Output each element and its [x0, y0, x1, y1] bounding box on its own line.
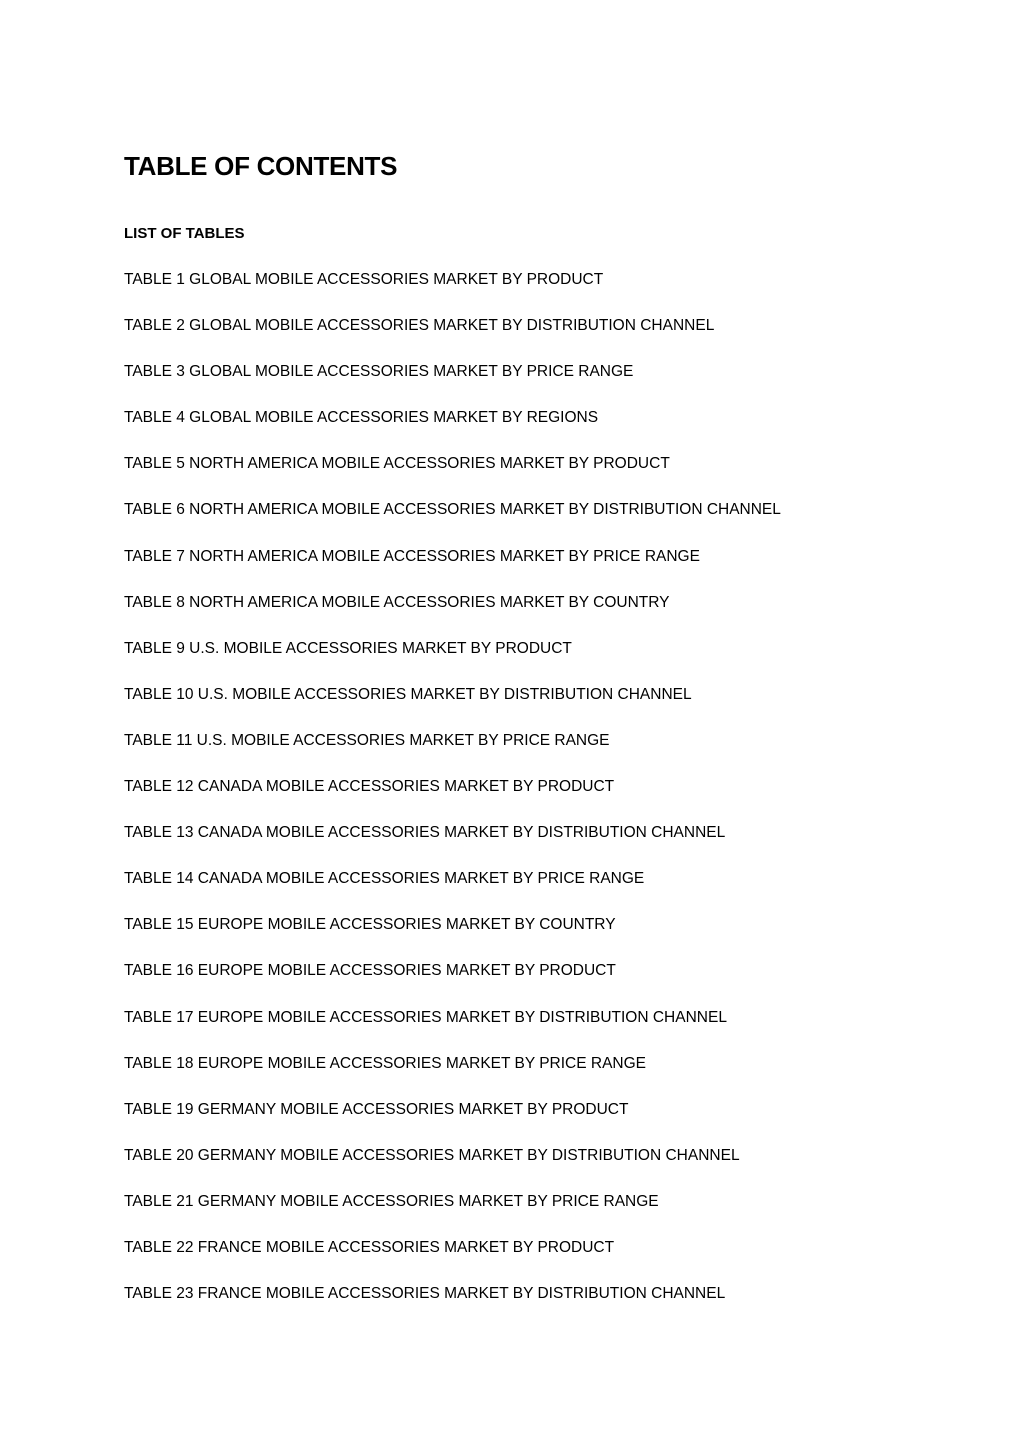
list-item: TABLE 6 NORTH AMERICA MOBILE ACCESSORIES MARKET BY DISTRIBUTION CHANNEL	[124, 501, 781, 519]
list-item: TABLE 9 U.S. MOBILE ACCESSORIES MARKET BY PRODUCT	[124, 639, 572, 657]
list-item: TABLE 11 U.S. MOBILE ACCESSORIES MARKET BY PRICE RANGE	[124, 731, 610, 749]
section-heading-list-of-tables: LIST OF TABLES	[124, 225, 245, 242]
list-item: TABLE 3 GLOBAL MOBILE ACCESSORIES MARKET BY PRICE RANGE	[124, 363, 634, 381]
list-item: TABLE 20 GERMANY MOBILE ACCESSORIES MARKET BY DISTRIBUTION CHANNEL	[124, 1146, 740, 1164]
list-item: TABLE 12 CANADA MOBILE ACCESSORIES MARKET BY PRODUCT	[124, 778, 615, 796]
list-item: TABLE 14 CANADA MOBILE ACCESSORIES MARKET BY PRICE RANGE	[124, 870, 645, 888]
list-item: TABLE 4 GLOBAL MOBILE ACCESSORIES MARKET BY REGIONS	[124, 409, 599, 427]
list-item: TABLE 21 GERMANY MOBILE ACCESSORIES MARKET BY PRICE RANGE	[124, 1192, 659, 1210]
list-item: TABLE 23 FRANCE MOBILE ACCESSORIES MARKET BY DISTRIBUTION CHANNEL	[124, 1285, 726, 1303]
list-item: TABLE 15 EUROPE MOBILE ACCESSORIES MARKET BY COUNTRY	[124, 916, 616, 934]
list-item: TABLE 17 EUROPE MOBILE ACCESSORIES MARKET BY DISTRIBUTION CHANNEL	[124, 1008, 727, 1026]
list-item: TABLE 1 GLOBAL MOBILE ACCESSORIES MARKET BY PRODUCT	[124, 271, 604, 288]
list-item: TABLE 5 NORTH AMERICA MOBILE ACCESSORIES MARKET BY PRODUCT	[124, 455, 670, 473]
table-list	[124, 270, 781, 1330]
list-item: TABLE 13 CANADA MOBILE ACCESSORIES MARKET BY DISTRIBUTION CHANNEL	[124, 824, 726, 842]
list-item: TABLE 19 GERMANY MOBILE ACCESSORIES MARKET BY PRODUCT	[124, 1100, 629, 1118]
list-item: TABLE 22 FRANCE MOBILE ACCESSORIES MARKET BY PRODUCT	[124, 1238, 615, 1256]
list-item: TABLE 2 GLOBAL MOBILE ACCESSORIES MARKET BY DISTRIBUTION CHANNEL	[124, 317, 715, 335]
list-item: TABLE 18 EUROPE MOBILE ACCESSORIES MARKET BY PRICE RANGE	[124, 1054, 646, 1072]
list-item: TABLE 10 U.S. MOBILE ACCESSORIES MARKET BY DISTRIBUTION CHANNEL	[124, 685, 692, 703]
list-item: TABLE 7 NORTH AMERICA MOBILE ACCESSORIES MARKET BY PRICE RANGE	[124, 547, 700, 565]
page-title: TABLE OF CONTENTS	[124, 151, 398, 181]
list-item: TABLE 8 NORTH AMERICA MOBILE ACCESSORIES MARKET BY COUNTRY	[124, 593, 670, 611]
list-item: TABLE 16 EUROPE MOBILE ACCESSORIES MARKET BY PRODUCT	[124, 962, 616, 980]
